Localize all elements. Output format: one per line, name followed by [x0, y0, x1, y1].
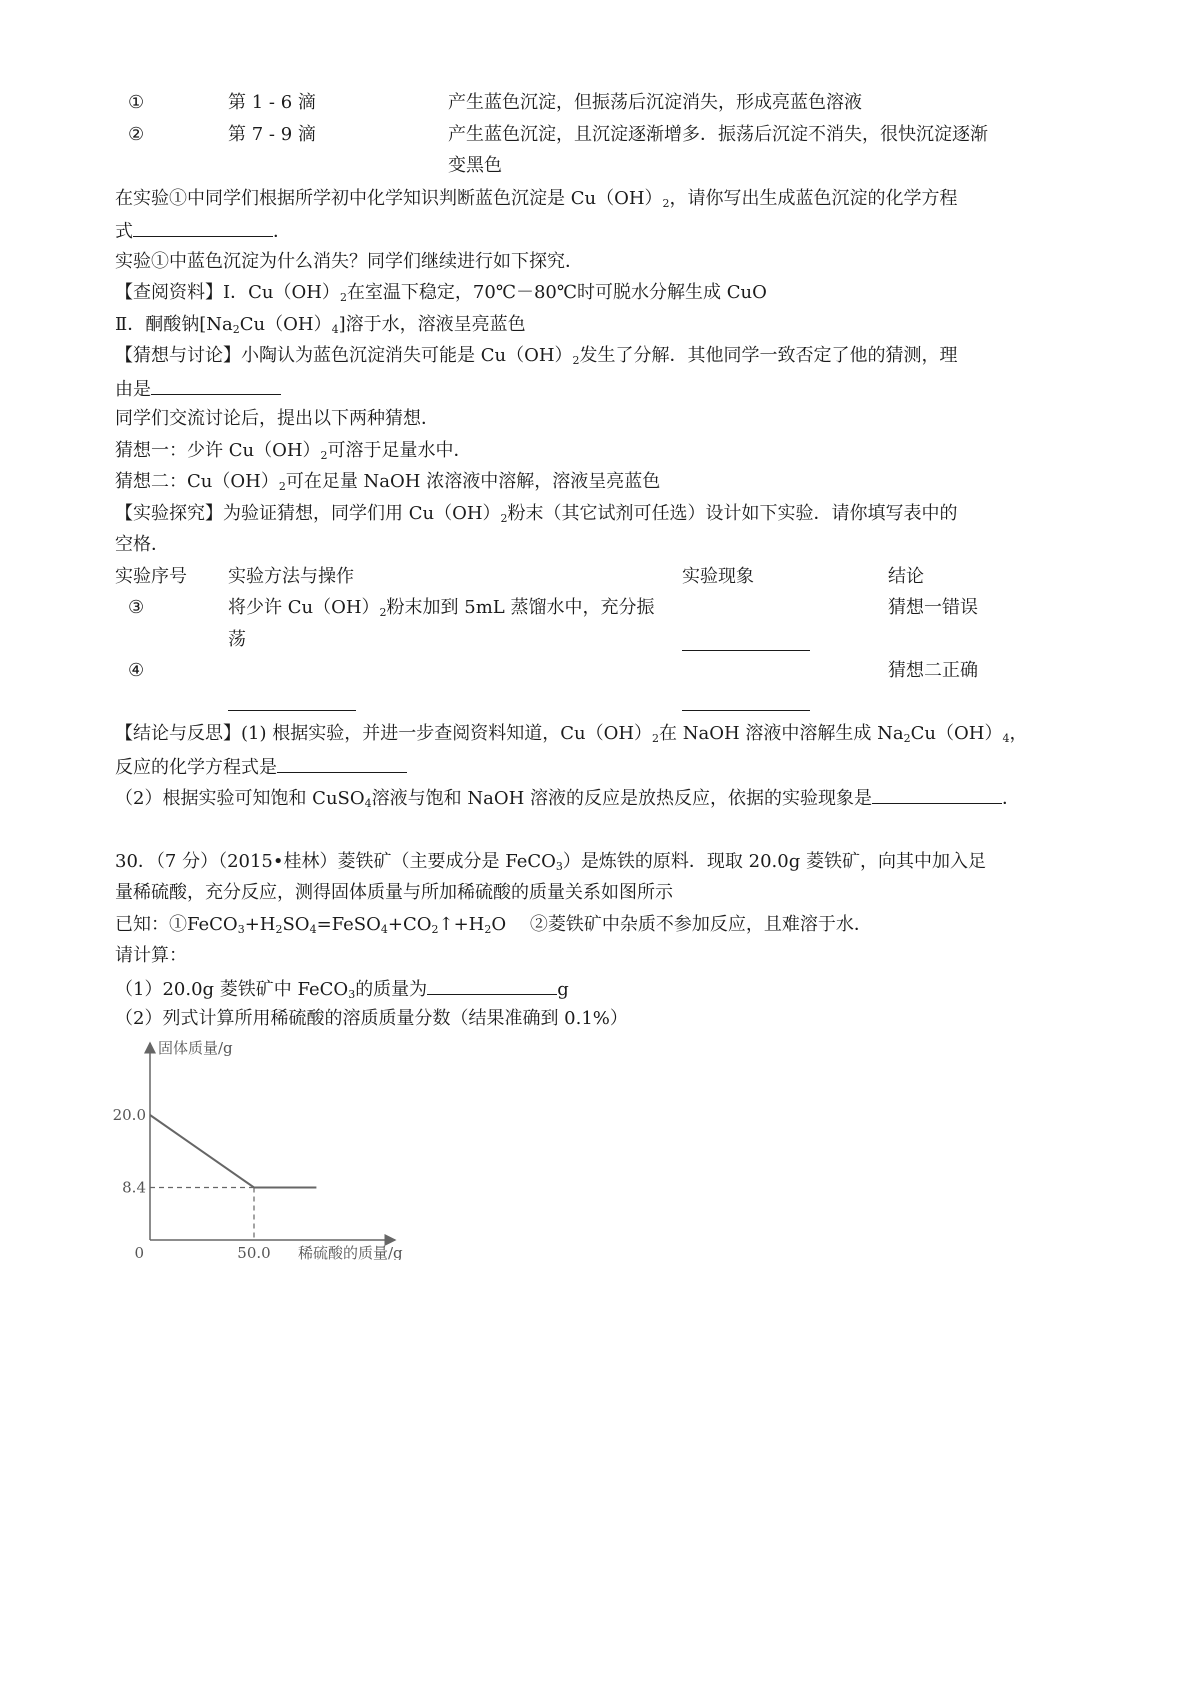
t2-row4-num: ④ — [128, 660, 145, 681]
t2-row4-conclusion: 猜想二正确 — [888, 660, 978, 681]
y-tick-label: 20.0 — [112, 1106, 146, 1124]
conclusion-equation-blank[interactable] — [277, 754, 407, 773]
t2-row3-num: ③ — [128, 597, 145, 618]
reason-blank[interactable] — [151, 376, 281, 395]
t2-row4-method-blank[interactable] — [228, 710, 356, 711]
para1-line2: 式 ． — [115, 218, 291, 244]
t2-row3-phenomenon-blank[interactable] — [682, 650, 810, 651]
q30-line1: 30．（7 分）（2015•桂林）菱铁矿（主要成分是 FeCO$_3$）是炼铁的原料．现取 20.0g 菱铁矿，向其中加入足 — [115, 851, 986, 873]
mass-chart — [110, 1035, 440, 1260]
series-line — [150, 1115, 316, 1188]
para2: 实验①中蓝色沉淀为什么消失？同学们继续进行如下探究． — [115, 251, 583, 272]
t2-row3-conclusion: 猜想一错误 — [888, 597, 978, 618]
guess1: 猜想一：少许 $Cu(OH)_2$可溶于足量水中． — [115, 440, 472, 462]
conclusion-line2: 反应的化学方程式是 — [115, 754, 407, 780]
t2-row4-phenomenon-blank[interactable] — [682, 710, 810, 711]
q30-q1: （1）20.0g 菱铁矿中 FeCO$_3$的质量为 g — [115, 976, 569, 1002]
t2-row3-method-cont: 荡 — [228, 629, 246, 650]
explore-line2: 空格． — [115, 534, 169, 555]
q30-calc: 请计算： — [115, 945, 187, 966]
t2-row3-method: 将少许 $Cu(OH)_2$粉末加到 5mL 蒸馏水中，充分振 — [228, 597, 655, 619]
info1: 【查阅资料】Ⅰ．$Cu(OH)_2$在室温下稳定，70℃－80℃时可脱水分解生成 CuO — [115, 282, 767, 304]
row2-phenomenon-cont: 变黑色 — [448, 155, 502, 176]
x-tick-label: 50.0 — [237, 1244, 271, 1260]
t2-header-conclusion: 结论 — [888, 566, 924, 587]
x-axis-label: 稀硫酸的质量/g — [298, 1244, 403, 1260]
row1-phenomenon: 产生蓝色沉淀，但振荡后沉淀消失，形成亮蓝色溶液 — [448, 92, 862, 113]
equation-blank[interactable] — [133, 218, 273, 237]
guess2: 猜想二：$Cu(OH)_2$可在足量 NaOH 浓溶液中溶解，溶液呈亮蓝色 — [115, 471, 661, 493]
guess-line2: 由是 — [115, 376, 281, 402]
t2-header-num: 实验序号 — [115, 566, 187, 587]
para1-line1: 在实验①中同学们根据所学初中化学知识判断蓝色沉淀是 $Cu(OH)_2$，请你写出生成蓝色沉淀的化学方程 — [115, 188, 958, 210]
row1-num: ① — [128, 92, 145, 113]
y-axis-label: 固体质量/g — [158, 1039, 233, 1057]
origin-label: 0 — [134, 1244, 144, 1260]
t2-header-phenomenon: 实验现象 — [682, 566, 754, 587]
conclusion-line1: 【结论与反思】(1) 根据实验，并进一步查阅资料知道，$Cu(OH)_2$在 NaOH 溶液中溶解生成 $Na_2Cu(OH)_4$， — [115, 723, 1028, 745]
info2: Ⅱ．酮酸钠$[Na_2Cu(OH)_4]$溶于水，溶液呈亮蓝色 — [115, 314, 526, 336]
q30-line2: 量稀硫酸，充分反应，测得固体质量与所加稀硫酸的质量关系如图所示 — [115, 882, 673, 903]
row1-drops: 第 1 - 6 滴 — [228, 92, 316, 113]
guess-line1: 【猜想与讨论】小陶认为蓝色沉淀消失可能是 $Cu(OH)_2$发生了分解．其他同学一致否定了他的猜测，理 — [115, 345, 958, 367]
row2-num: ② — [128, 124, 145, 145]
q30-known: 已知：$①FeCO_3+H_2SO_4=FeSO_4+CO_2↑+H_2O$ ②菱铁矿中杂质不参加反应，且难溶于水． — [115, 914, 872, 936]
reflect2: （2）根据实验可知饱和 CuSO$_4$溶液与饱和 NaOH 溶液的反应是放热反应，依据的实验现象是 ． — [115, 785, 1020, 811]
explore-line1: 【实验探究】为验证猜想，同学们用 $Cu(OH)_2$粉末（其它试剂可任选）设计如下实验．请你填写表中的 — [115, 503, 958, 525]
row2-drops: 第 7 - 9 滴 — [228, 124, 316, 145]
y-tick-label: 8.4 — [122, 1178, 146, 1197]
feco3-mass-blank[interactable] — [427, 976, 557, 995]
row2-phenomenon: 产生蓝色沉淀，且沉淀逐渐增多．振荡后沉淀不消失，很快沉淀逐渐 — [448, 124, 988, 145]
para3: 同学们交流讨论后，提出以下两种猜想． — [115, 408, 439, 429]
phenomenon-blank[interactable] — [872, 785, 1002, 804]
t2-header-method: 实验方法与操作 — [228, 566, 354, 587]
q30-q2: （2）列式计算所用稀硫酸的溶质质量分数（结果准确到 0.1%） — [115, 1008, 628, 1029]
